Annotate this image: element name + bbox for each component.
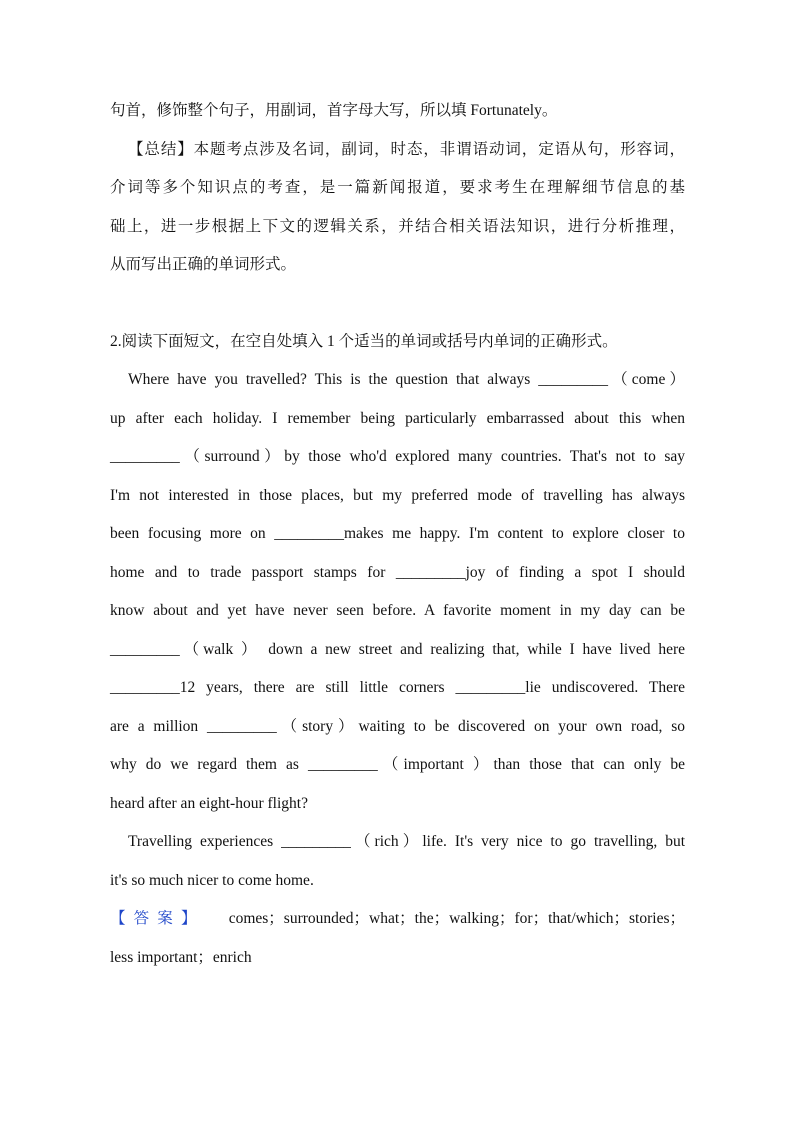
passage-line-3: _________（surround）by those who'd explored many countries. That's not to say xyxy=(110,448,685,465)
answer-line-2: less important；enrich xyxy=(110,948,252,966)
passage-line-6: home and to trade passport stamps for _________joy of finding a spot I should xyxy=(110,563,685,581)
passage-line-8: _________（walk ） down a new street and realizing that, while I have lived here xyxy=(110,640,685,658)
answer-text-1: comes；surrounded；what；the；walking；for；that/which；stories； xyxy=(228,910,685,927)
passage-line-11: why do we regard them as _________（important ）than those that can only be xyxy=(110,756,685,773)
passage-line-5: been focusing more on _________makes me happy. I'm content to explore closer to xyxy=(110,525,685,542)
passage-line-14: it's so much nicer to come home. xyxy=(110,871,314,889)
summary-line-4: 从而写出正确的单词形式。 xyxy=(110,256,297,273)
passage-line-10: are a million _________（story）waiting to be discovered on your own road, so xyxy=(110,717,685,735)
summary-line-1 xyxy=(110,131,685,170)
summary-line-2: 介词等多个知识点的考查，是一篇新闻报道，要求考生在理解细节信息的基 xyxy=(110,179,685,196)
answer-label: 【答案】 xyxy=(110,910,205,927)
spacer xyxy=(110,285,685,323)
summary-label: 【总结】 xyxy=(128,140,194,158)
question-instruction: 2.阅读下面短文，在空自处填入 1 个适当的单词或括号内单词的正确形式。 xyxy=(110,332,618,350)
passage-line-12: heard after an eight-hour flight? xyxy=(110,794,308,812)
answer-line-1 xyxy=(110,900,685,939)
summary-text-1: 本题考点涉及名词，副词，时态，非谓语动词，定语从句，形容词， xyxy=(193,140,685,158)
passage-line-7: know about and yet have never seen before. A favorite moment in my day can be xyxy=(110,602,685,619)
previous-explanation-line: 句首，修饰整个句子，用副词，首字母大写，所以填 Fortunately。 xyxy=(110,102,558,119)
summary-line-3: 础上，进一步根据上下文的逻辑关系，并结合相关语法知识，进行分析推理， xyxy=(110,217,685,235)
passage-line-9: _________12 years, there are still little corners _________lie undiscovered. There xyxy=(110,679,685,696)
passage-line-1: Where have you travelled? This is the question that always _________（come） xyxy=(128,371,685,388)
passage-line-4: I'm not interested in those places, but my preferred mode of travelling has always xyxy=(110,486,685,504)
document-content xyxy=(110,92,685,977)
passage-line-13: Travelling experiences _________（rich）life. It's very nice to go travelling, but xyxy=(128,833,685,850)
passage-line-2: up after each holiday. I remember being particularly embarrassed about this when xyxy=(110,409,685,427)
